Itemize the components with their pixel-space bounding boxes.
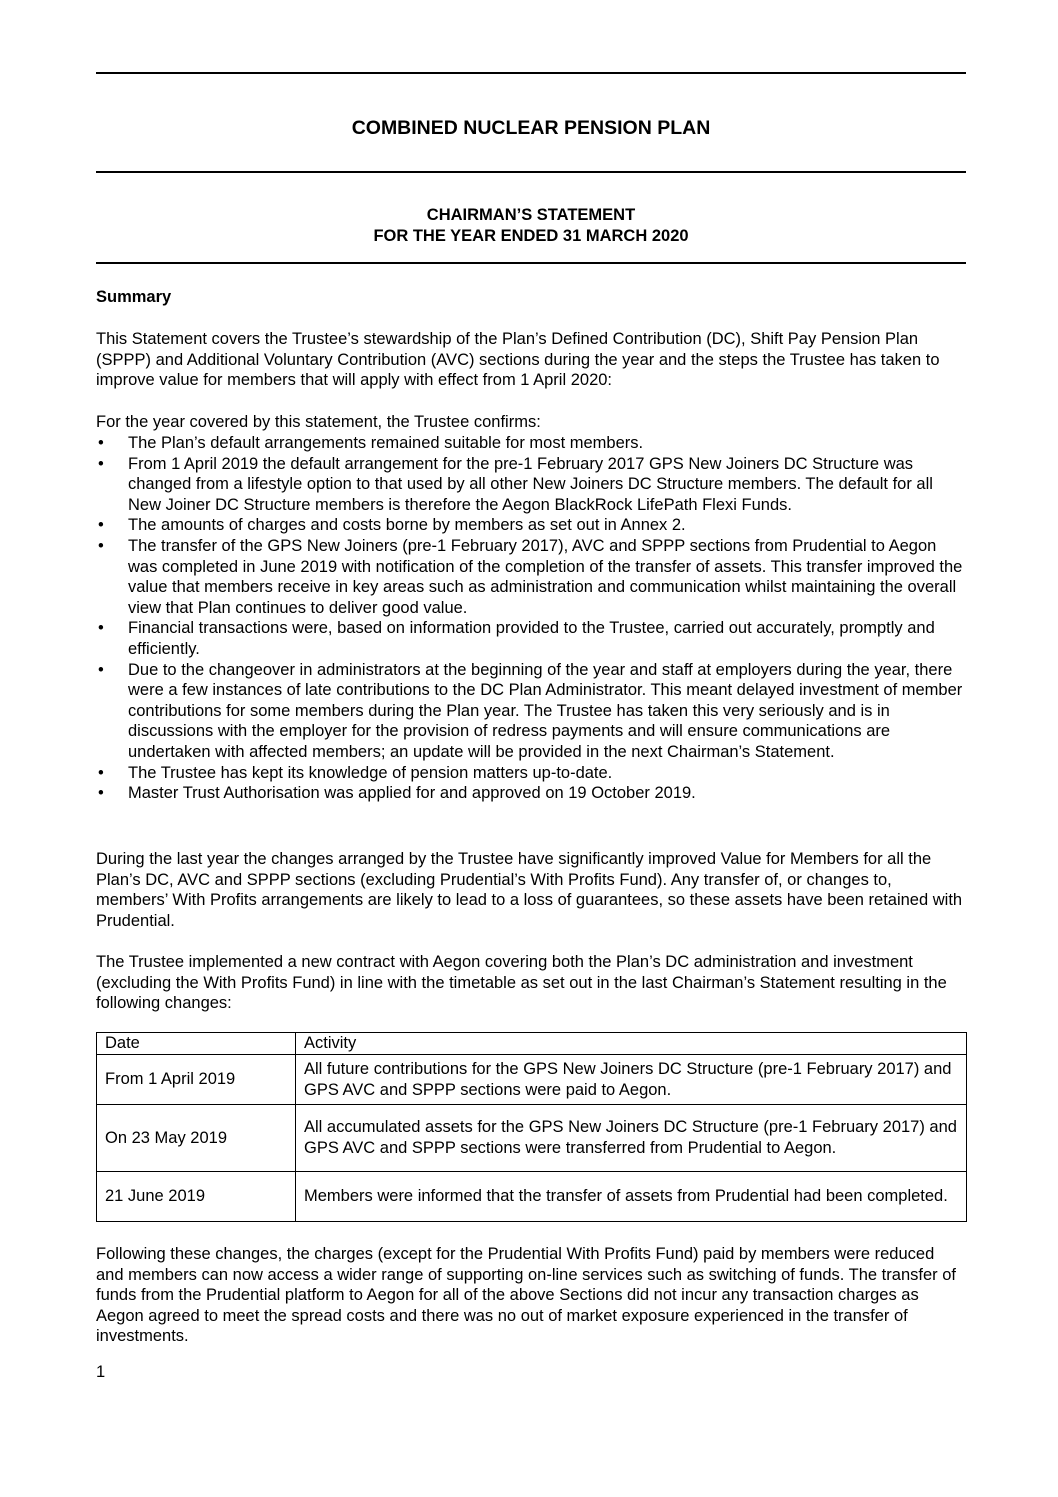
section-heading-summary: Summary (96, 288, 172, 306)
list-item (96, 454, 966, 516)
bullet-icon: • (98, 763, 104, 782)
table-row (97, 1105, 967, 1172)
list-item (96, 618, 966, 659)
subtitle-line-2: FOR THE YEAR ENDED 31 MARCH 2020 (373, 226, 689, 245)
list-item-text: The transfer of the GPS New Joiners (pre-1 February 2017), AVC and SPPP sections from Prudential to Aegon was completed in June 2019 with notification of the completion of the transfer of assets. This transfer improved the value that members receive in key areas such as administration and communication whilst maintaining the overall view that Plan continues to deliver good value. (128, 536, 963, 617)
list-item-text: The Plan’s default arrangements remained suitable for most members. (128, 434, 644, 452)
table-row (97, 1055, 967, 1105)
list-item-text: Master Trust Authorisation was applied for and approved on 19 October 2019. (128, 784, 696, 803)
contract-paragraph: The Trustee implemented a new contract with Aegon covering both the Plan’s DC administration and investment (excluding the With Profits Fund) in line with the timetable as set out in the last Chairman’s Statement resulting in the following changes: (96, 953, 947, 1013)
table-row (97, 1172, 967, 1222)
title-rule (96, 171, 966, 173)
table-cell-date: From 1 April 2019 (97, 1055, 296, 1105)
value-paragraph: During the last year the changes arranged by the Trustee have significantly improved Value for Members for all the Plan’s DC, AVC and SPPP sections (excluding Prudential’s With Profits Fund). Any transfer of, or changes to, members’ With Profits arrangements are likely to lead to a loss of guarantees, so these assets have been retained with Prudential. (96, 850, 963, 930)
statement-subtitle (96, 205, 966, 246)
bullet-icon: • (98, 536, 104, 555)
list-item (96, 536, 966, 618)
list-item (96, 433, 966, 454)
table-cell-date: 21 June 2019 (97, 1172, 296, 1222)
page-number: 1 (96, 1363, 106, 1381)
subtitle-rule (96, 262, 966, 264)
bullet-icon: • (98, 454, 104, 473)
confirms-lead: For the year covered by this statement, the Trustee confirms: (96, 413, 541, 431)
changes-table (96, 1032, 967, 1222)
list-item-text: Due to the changeover in administrators at the beginning of the year and staff at employers during the year, there were a few instances of late contributions to the DC Plan Administrator. This meant delayed investment of member contributions for some members during the Plan year. The Trustee has taken this very seriously and is in discussions with the employer for the provision of redress payments and will ensure communications are undertaken with affected members; an update will be provided in the next Chairman’s Statement. (128, 660, 963, 761)
document-title: COMBINED NUCLEAR PENSION PLAN (351, 117, 711, 139)
table-cell-activity: All future contributions for the GPS New Joiners DC Structure (pre-1 February 2017) and GPS AVC and SPPP sections were paid to Aegon. (296, 1055, 967, 1105)
list-item (96, 783, 966, 804)
table-header-date: Date (97, 1033, 296, 1055)
table-cell-date: On 23 May 2019 (97, 1105, 296, 1172)
list-item-text: The Trustee has kept its knowledge of pension matters up-to-date. (128, 763, 613, 782)
list-item (96, 660, 966, 763)
list-item-text: The amounts of charges and costs borne by members as set out in Annex 2. (128, 516, 686, 535)
bullet-icon: • (98, 619, 104, 638)
list-item-text: From 1 April 2019 the default arrangement for the pre-1 February 2017 GPS New Joiners DC Structure was changed from a lifestyle option to that used by all other New Joiners DC Structure members. The default for all New Joiner DC Structure members is therefore the Aegon BlackRock LifePath Flexi Funds. (128, 454, 933, 514)
bullet-icon: • (98, 434, 104, 452)
list-item-text: Financial transactions were, based on information provided to the Trustee, carried out accurately, promptly and efficiently. (128, 619, 935, 658)
closing-paragraph: Following these changes, the charges (except for the Prudential With Profits Fund) paid by members were reduced and members can now access a wider range of supporting on-line services such as switching of funds. The transfer of funds from the Prudential platform to Aegon for all of the above Sections did not incur any transaction charges as Aegon agreed to meet the spread costs and there was no out of market exposure experienced in the transfer of investments. (96, 1245, 956, 1346)
table-cell-activity: All accumulated assets for the GPS New Joiners DC Structure (pre-1 February 2017) and GPS AVC and SPPP sections were transferred from Prudential to Aegon. (296, 1105, 967, 1172)
bullet-icon: • (98, 784, 104, 803)
subtitle-line-1: CHAIRMAN’S STATEMENT (426, 206, 636, 224)
bullet-icon: • (98, 516, 104, 535)
list-item (96, 763, 966, 784)
bullet-icon: • (98, 660, 104, 679)
table-header-row (97, 1033, 967, 1055)
intro-paragraph: This Statement covers the Trustee’s stewardship of the Plan’s Defined Contribution (DC), Shift Pay Pension Plan (SPPP) and Additional Voluntary Contribution (AVC) sections during the year and the steps the Trustee has taken to improve value for members that will apply with effect from 1 April 2020: (96, 330, 940, 390)
confirmation-list (96, 433, 966, 804)
table-cell-activity: Members were informed that the transfer of assets from Prudential had been completed. (296, 1172, 967, 1222)
top-rule (96, 72, 966, 74)
list-item (96, 515, 966, 536)
table-header-activity: Activity (296, 1033, 967, 1055)
